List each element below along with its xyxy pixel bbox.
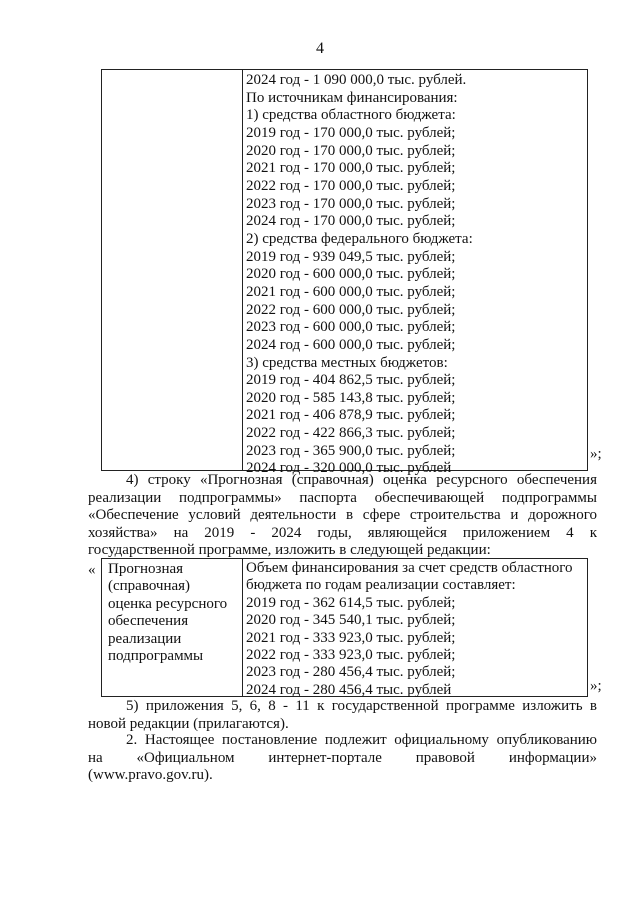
paragraph-publication <box>88 732 597 785</box>
closing-quote: »; <box>590 678 602 694</box>
row-heading-cell <box>108 561 238 665</box>
forecast-line: 2024 год - 280 456,4 тыс. рублей <box>246 681 452 698</box>
paragraph-line: на «Официальном интернет-портале правовой информации» <box>88 749 597 766</box>
funding-table-continued <box>101 69 588 477</box>
funding-line: 2021 год - 600 000,0 тыс. рублей; <box>246 283 456 300</box>
funding-line: 2023 год - 600 000,0 тыс. рублей; <box>246 319 456 336</box>
funding-line: 2024 год - 320 000,0 тыс. рублей <box>246 460 452 477</box>
paragraph-line: 4) строку «Прогнозная (справочная) оценка ресурсного обеспечения <box>126 472 597 488</box>
forecast-line: 2022 год - 333 923,0 тыс. рублей; <box>246 647 456 664</box>
forecast-line: 2020 год - 345 540,1 тыс. рублей; <box>246 612 456 629</box>
forecast-line: 2021 год - 333 923,0 тыс. рублей; <box>246 629 456 646</box>
paragraph-line: 5) приложения 5, 6, 8 - 11 к государственной программе изложить в <box>126 698 597 714</box>
funding-line: 2) средства федерального бюджета: <box>246 230 473 247</box>
funding-line: 2023 год - 365 900,0 тыс. рублей; <box>246 442 456 459</box>
forecast-line: 2019 год - 362 614,5 тыс. рублей; <box>246 594 456 611</box>
forecast-line: бюджета по годам реализации составляет: <box>246 577 516 594</box>
paragraph-line: 2. Настоящее постановление подлежит официальному опубликованию <box>126 732 597 748</box>
funding-line: 2019 год - 170 000,0 тыс. рублей; <box>246 124 456 141</box>
paragraph-line: (www.pravo.gov.ru). <box>88 767 213 783</box>
paragraph-line: государственной программе, изложить в следующей редакции: <box>88 542 491 558</box>
funding-cell <box>246 72 586 478</box>
paragraph-line: реализации подпрограммы» паспорта обеспечивающей подпрограммы <box>88 489 597 506</box>
paragraph-item-5 <box>88 698 597 733</box>
funding-line: 2022 год - 600 000,0 тыс. рублей; <box>246 301 456 318</box>
forecast-cell <box>246 560 586 699</box>
column-divider <box>242 70 243 470</box>
paragraph-line: хозяйства» на 2019 - 2024 годы, являющейся приложением 4 к <box>88 524 597 541</box>
funding-line: 2022 год - 422 866,3 тыс. рублей; <box>246 425 456 442</box>
funding-line: 1) средства областного бюджета: <box>246 107 456 124</box>
funding-line: 2022 год - 170 000,0 тыс. рублей; <box>246 177 456 194</box>
closing-quote: »; <box>590 446 602 462</box>
row-heading-line: реализации <box>108 630 182 647</box>
forecast-line: Объем финансирования за счет средств областного <box>246 560 573 576</box>
row-heading-line: (справочная) <box>108 578 191 595</box>
funding-line: 2019 год - 939 049,5 тыс. рублей; <box>246 248 456 265</box>
funding-line: 2021 год - 406 878,9 тыс. рублей; <box>246 407 456 424</box>
funding-line: 2020 год - 170 000,0 тыс. рублей; <box>246 142 456 159</box>
funding-line: 2023 год - 170 000,0 тыс. рублей; <box>246 195 456 212</box>
funding-line: 2019 год - 404 862,5 тыс. рублей; <box>246 372 456 389</box>
forecast-line: 2023 год - 280 456,4 тыс. рублей; <box>246 664 456 681</box>
funding-line: 2024 год - 600 000,0 тыс. рублей; <box>246 336 456 353</box>
funding-line: По источникам финансирования: <box>246 89 458 106</box>
paragraph-line: новой редакции (прилагаются). <box>88 715 289 732</box>
paragraph-line: «Обеспечение условий деятельности в сфере строительства и дорожного <box>88 507 597 523</box>
row-heading-line: оценка ресурсного <box>108 595 228 612</box>
row-heading-line: подпрограммы <box>108 648 204 665</box>
paragraph-item-4 <box>88 472 597 560</box>
page-number: 4 <box>316 40 324 57</box>
funding-line: 2021 год - 170 000,0 тыс. рублей; <box>246 160 456 177</box>
column-divider <box>242 559 243 696</box>
forecast-table <box>101 558 588 697</box>
funding-line: 2020 год - 600 000,0 тыс. рублей; <box>246 266 456 283</box>
funding-line: 2024 год - 1 090 000,0 тыс. рублей. <box>246 72 467 88</box>
row-heading-line: обеспечения <box>108 613 189 630</box>
funding-line: 2024 год - 170 000,0 тыс. рублей; <box>246 213 456 230</box>
funding-line: 2020 год - 585 143,8 тыс. рублей; <box>246 389 456 406</box>
opening-quote: « <box>88 562 96 578</box>
row-heading-line: Прогнозная <box>108 561 184 577</box>
funding-line: 3) средства местных бюджетов: <box>246 354 448 371</box>
